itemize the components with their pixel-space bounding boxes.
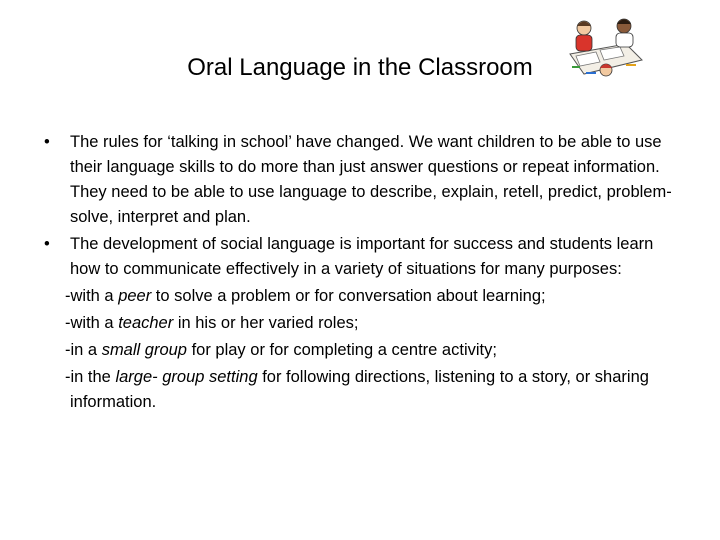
setting-suffix: for following directions, listening to a story, or sharing information.: [70, 368, 649, 411]
setting-emphasis: peer: [118, 287, 152, 305]
setting-suffix: in his or her varied roles;: [173, 314, 359, 332]
children-reading-clipart: [566, 14, 644, 82]
bullet-point: [36, 130, 686, 230]
setting-emphasis: small group: [101, 341, 187, 359]
setting-line-large-group: [36, 365, 686, 415]
bullet-text: The rules for ‘talking in school’ have changed. We want children to be able to use their language skills to do more than just answer questions or repeat information. They need to be able to use language to describe, explain, retell, predict, problem-solve, interpret and plan.: [70, 133, 672, 226]
bullet-mark: •: [44, 235, 50, 253]
setting-emphasis: large- group setting: [115, 368, 258, 386]
bullet-text: The development of social language is important for success and students learn how to communicate effectively in a variety of situations for many purposes:: [70, 235, 654, 278]
setting-emphasis: teacher: [118, 314, 174, 332]
setting-line-teacher: [36, 311, 686, 336]
setting-prefix: -in the: [65, 368, 116, 386]
setting-prefix: -in a: [65, 341, 102, 359]
setting-suffix: to solve a problem or for conversation about learning;: [151, 287, 546, 305]
slide-title: Oral Language in the Classroom: [187, 54, 533, 81]
setting-suffix: for play or for completing a centre activity;: [186, 341, 497, 359]
bullet-mark: •: [44, 133, 50, 151]
setting-prefix: -with a: [65, 314, 119, 332]
bullet-point: [36, 232, 686, 282]
slide-body: [36, 130, 686, 415]
setting-line-peer: [36, 284, 686, 309]
setting-line-small-group: [36, 338, 686, 363]
setting-prefix: -with a: [65, 287, 119, 305]
